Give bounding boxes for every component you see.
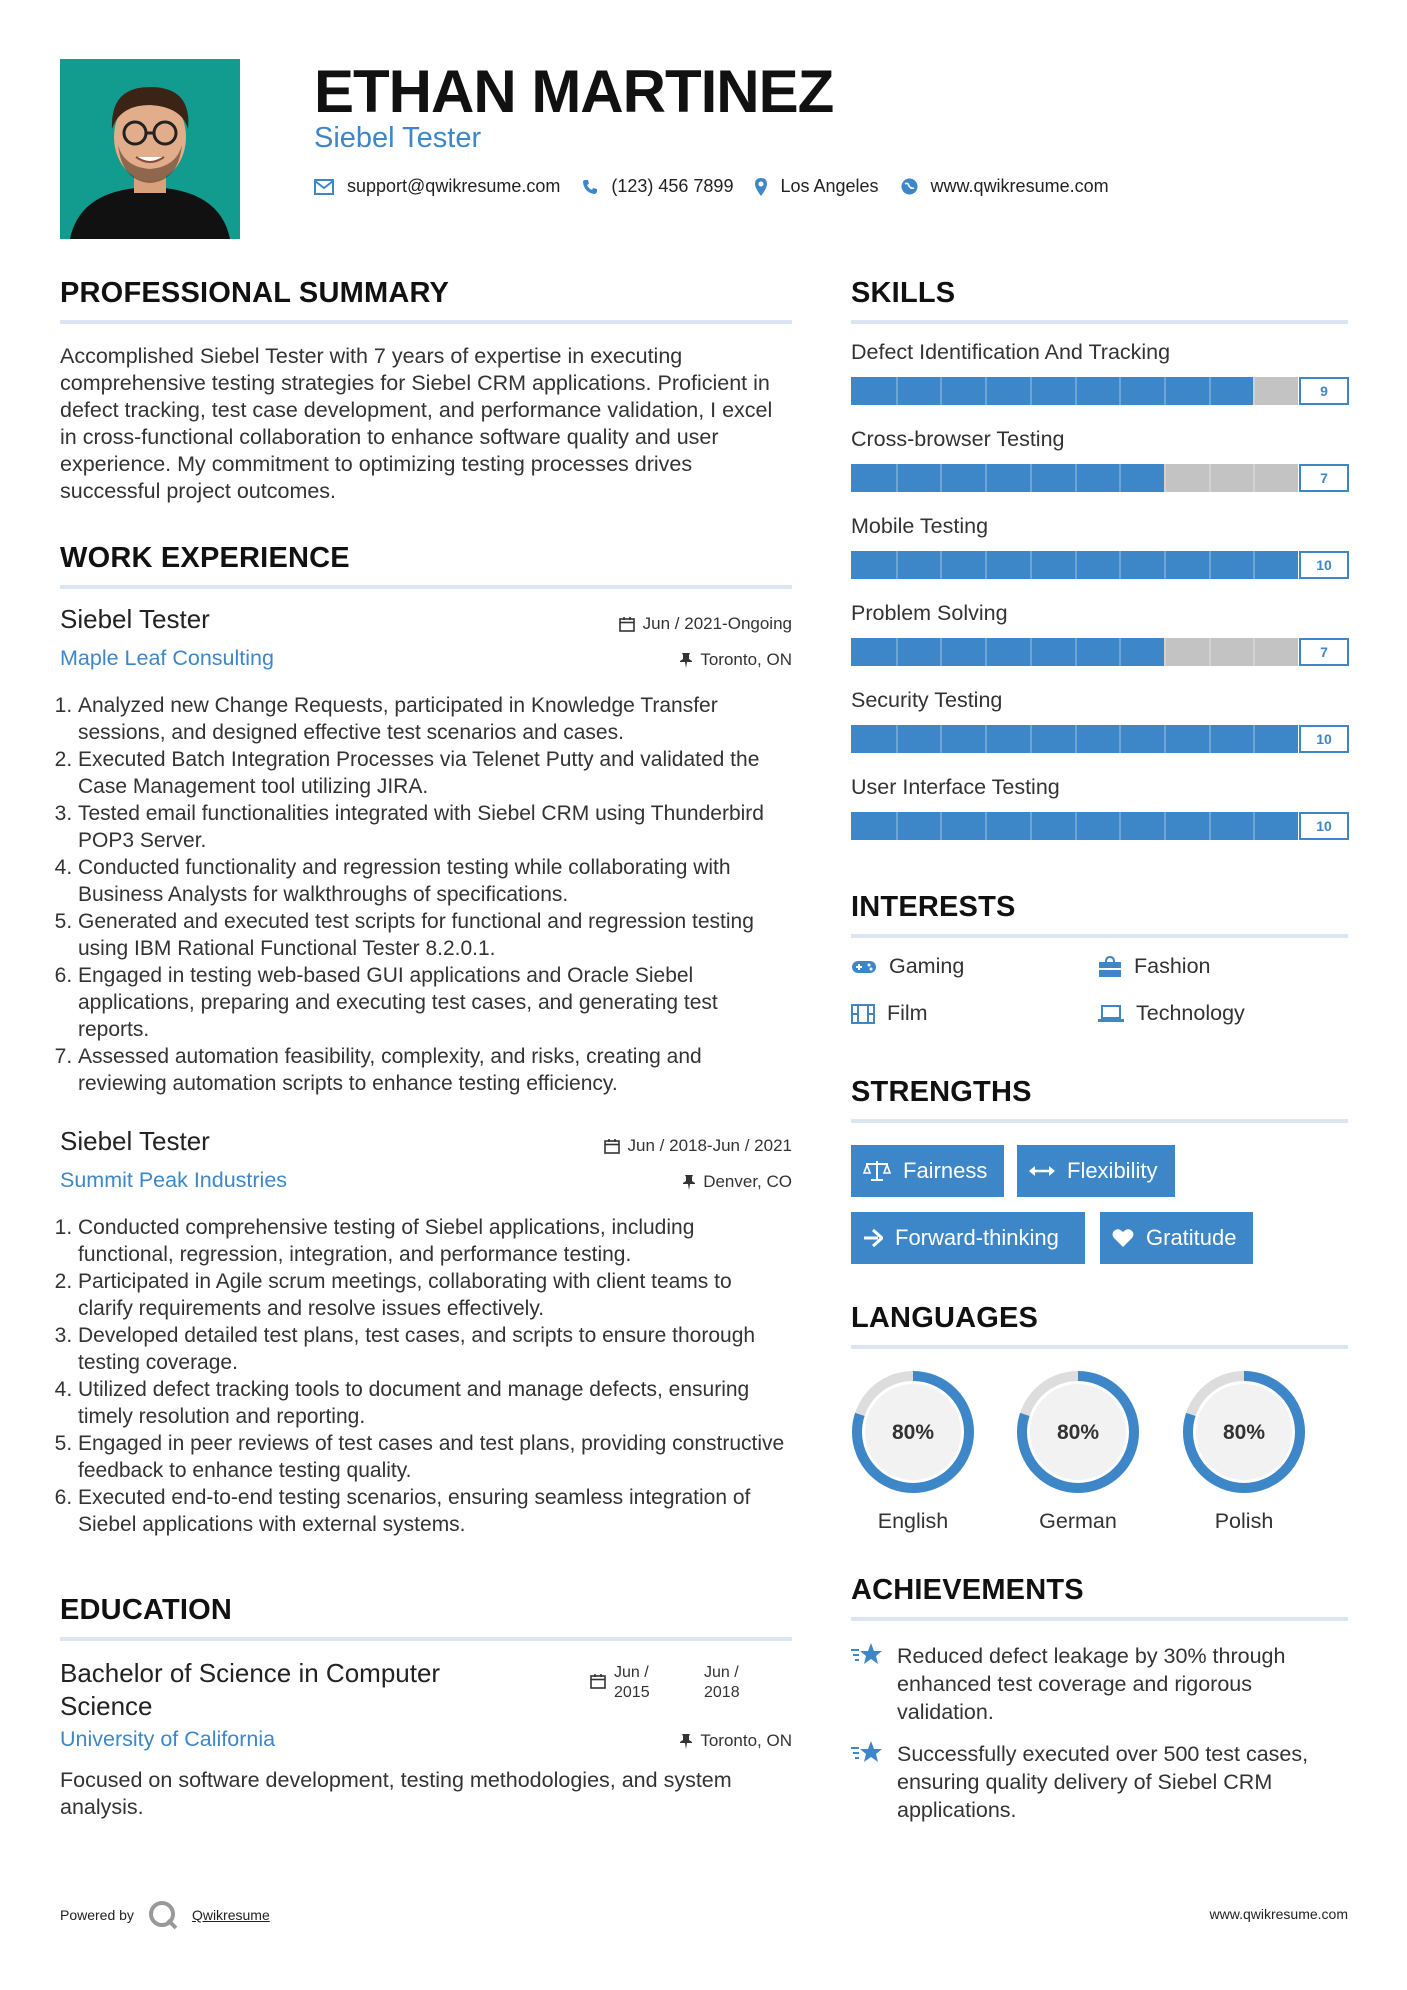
skill-bar <box>851 638 1348 666</box>
list-item: 6. Executed end-to-end testing scenarios, ensuring seamless integration of Siebel applications with external systems. <box>78 1484 792 1538</box>
skill-segment <box>1075 638 1077 666</box>
education-section <box>60 1594 792 1821</box>
candidate-name: ETHAN MARTINEZ <box>314 58 834 125</box>
skill-segment <box>1119 638 1121 666</box>
list-item: 2. Executed Batch Integration Processes via Telenet Putty and validated the Case Management tool utilizing JIRA. <box>78 746 792 800</box>
language-donut <box>851 1370 975 1494</box>
skill-bar <box>851 812 1348 840</box>
skill-segment <box>1253 812 1255 840</box>
skill-segment <box>1119 464 1121 492</box>
language-label: German <box>1039 1509 1117 1533</box>
skill-segment <box>985 812 987 840</box>
education-location-text: Toronto, ON <box>700 1731 792 1750</box>
skill-segment <box>985 377 987 405</box>
strength-label: Forward-thinking <box>895 1225 1059 1250</box>
star-icon <box>851 1740 883 1768</box>
skill-label: Defect Identification And Tracking <box>851 340 1171 364</box>
job-dates <box>604 1136 792 1156</box>
education-end: Jun / 2018 <box>704 1664 740 1701</box>
skills-list <box>851 340 1348 862</box>
skill-segment <box>1075 377 1077 405</box>
job-location <box>683 1172 792 1192</box>
bag-icon <box>1098 956 1122 978</box>
interest-label: Gaming <box>889 954 965 978</box>
skill-segment <box>1030 377 1032 405</box>
languages-title: LANGUAGES <box>851 1302 1039 1334</box>
summary-section <box>60 277 792 505</box>
film-icon <box>851 1004 875 1024</box>
language-donut <box>1182 1370 1306 1494</box>
achievements-section <box>851 1574 1348 1834</box>
skill-segment <box>1253 725 1255 753</box>
job-dates-text: Jun / 2021-Ongoing <box>642 614 792 633</box>
candidate-role: Siebel Tester <box>314 122 482 154</box>
strength-forward-thinking <box>851 1212 1085 1264</box>
interest-label: Film <box>887 1001 928 1025</box>
strength-gratitude <box>1100 1212 1253 1264</box>
strengths-title: STRENGTHS <box>851 1076 1032 1108</box>
job-location <box>680 650 792 670</box>
strength-label: Fairness <box>903 1158 988 1183</box>
skill-segment <box>1164 725 1166 753</box>
scale-icon <box>863 1160 891 1182</box>
job-dates-text: Jun / 2018-Jun / 2021 <box>627 1136 792 1155</box>
pushpin-icon <box>680 1733 692 1749</box>
education-title: EDUCATION <box>60 1594 233 1626</box>
phone-text: (123) 456 7899 <box>611 176 734 196</box>
skill-segment <box>896 377 898 405</box>
skill-segment <box>1030 464 1032 492</box>
skill-segment <box>1209 551 1211 579</box>
skill-item <box>851 427 1348 514</box>
skill-segment <box>1209 377 1211 405</box>
section-divider <box>851 320 1348 324</box>
gamepad-icon <box>851 959 877 975</box>
interest-label: Technology <box>1136 1001 1245 1025</box>
list-item: 4. Conducted functionality and regression testing while collaborating with Business Analysts for walkthroughs of specifications. <box>78 854 792 908</box>
interests-title: INTERESTS <box>851 891 1016 923</box>
education-dates <box>590 1663 764 1703</box>
skill-segment <box>1075 551 1077 579</box>
job-location-text: Toronto, ON <box>700 650 792 669</box>
strength-label: Flexibility <box>1067 1158 1158 1183</box>
skill-fill <box>851 377 1253 405</box>
star-icon <box>851 1642 883 1670</box>
list-item: 6. Engaged in testing web-based GUI applications and Oracle Siebel applications, preparing and executing test cases, and generating test reports. <box>78 962 792 1043</box>
skill-segment <box>1164 551 1166 579</box>
phone-icon <box>582 179 598 195</box>
skill-score: 10 <box>1299 725 1349 753</box>
skill-segment <box>940 377 942 405</box>
skill-segment <box>1030 638 1032 666</box>
skill-track <box>851 725 1298 753</box>
job-dates <box>619 614 792 634</box>
skill-label: Cross-browser Testing <box>851 427 1065 451</box>
skill-segment <box>985 551 987 579</box>
education-description: Focused on software development, testing methodologies, and system analysis. <box>60 1768 732 1819</box>
list-item: 3. Developed detailed test plans, test cases, and scripts to ensure thorough testing coverage. <box>78 1322 792 1376</box>
skill-segment <box>940 551 942 579</box>
skill-item <box>851 340 1348 427</box>
skill-segment <box>940 638 942 666</box>
skill-fill <box>851 464 1164 492</box>
laptop-icon <box>1098 1005 1124 1023</box>
section-divider <box>60 320 792 324</box>
pushpin-icon <box>680 652 692 668</box>
achievement-text: Successfully executed over 500 test cases, ensuring quality delivery of Siebel CRM applications. <box>897 1742 1309 1822</box>
strength-label: Gratitude <box>1146 1225 1237 1250</box>
profile-photo <box>60 59 240 239</box>
footer-url[interactable]: www.qwikresume.com <box>1209 1906 1348 1922</box>
job-entry <box>60 1126 792 1538</box>
skill-track <box>851 377 1298 405</box>
skill-label: Security Testing <box>851 688 1003 712</box>
skills-section <box>851 277 1348 862</box>
section-divider <box>60 1637 792 1641</box>
qwikresume-logo-icon <box>148 1900 178 1930</box>
section-divider <box>851 1345 1348 1349</box>
achievement-item <box>851 1740 1347 1824</box>
skill-score: 10 <box>1299 812 1349 840</box>
powered-by-text: Powered by <box>60 1907 134 1923</box>
achievement-item <box>851 1642 1347 1726</box>
skill-segment <box>896 464 898 492</box>
interest-fashion <box>1098 954 1211 979</box>
calendar-icon <box>619 616 635 632</box>
skill-track <box>851 464 1298 492</box>
skill-segment <box>1209 812 1211 840</box>
achievement-text: Reduced defect leakage by 30% through enhanced test coverage and rigorous validation. <box>897 1644 1286 1724</box>
contact-phone[interactable] <box>582 176 733 197</box>
list-item: 4. Utilized defect tracking tools to document and manage defects, ensuring timely resolution and reporting. <box>78 1376 792 1430</box>
skill-segment <box>985 464 987 492</box>
skill-fill <box>851 638 1164 666</box>
skill-segment <box>1164 464 1166 492</box>
skill-segment <box>1164 377 1166 405</box>
skill-segment <box>1030 725 1032 753</box>
skill-score: 7 <box>1299 638 1349 666</box>
list-item: 2. Participated in Agile scrum meetings, collaborating with client teams to clarify requirements and resolve issues effectively. <box>78 1268 792 1322</box>
language-percent: 80% <box>1056 1421 1100 1444</box>
skill-track <box>851 638 1298 666</box>
globe-icon <box>901 178 918 195</box>
company-name: Maple Leaf Consulting <box>60 646 274 670</box>
calendar-icon <box>590 1673 606 1689</box>
skill-segment <box>1075 812 1077 840</box>
skill-item <box>851 688 1348 775</box>
skill-segment <box>1075 725 1077 753</box>
website-text: www.qwikresume.com <box>930 176 1109 196</box>
skill-item <box>851 601 1348 688</box>
degree-title: Bachelor of Science in Computer Science <box>60 1658 441 1721</box>
skill-segment <box>1164 812 1166 840</box>
skill-score: 7 <box>1299 464 1349 492</box>
contact-website[interactable] <box>901 176 1109 197</box>
section-divider <box>851 1119 1348 1123</box>
skill-bar <box>851 464 1348 492</box>
language-item <box>1182 1370 1306 1534</box>
list-item: 7. Assessed automation feasibility, complexity, and risks, creating and reviewing automation scripts to enhance testing efficiency. <box>78 1043 792 1097</box>
arrows-icon <box>1029 1165 1055 1177</box>
strength-fairness <box>851 1145 1004 1197</box>
footer-powered-by <box>60 1900 270 1930</box>
list-item: 1. Analyzed new Change Requests, participated in Knowledge Transfer sessions, and designed effective test scenarios and cases. <box>78 692 792 746</box>
job-title: Siebel Tester <box>60 1126 210 1156</box>
skill-segment <box>1030 551 1032 579</box>
list-item: 5. Engaged in peer reviews of test cases and test plans, providing constructive feedback to enhance testing quality. <box>78 1430 792 1484</box>
language-label: English <box>877 1509 949 1533</box>
skill-label: Problem Solving <box>851 601 1008 625</box>
skill-track <box>851 812 1298 840</box>
map-pin-icon <box>755 178 767 196</box>
skill-segment <box>985 725 987 753</box>
skill-bar <box>851 551 1348 579</box>
location-text: Los Angeles <box>780 176 879 196</box>
arrow-right-icon <box>863 1229 883 1247</box>
skill-segment <box>896 725 898 753</box>
skill-segment <box>940 725 942 753</box>
skill-bar <box>851 377 1348 405</box>
job-title: Siebel Tester <box>60 604 210 634</box>
contact-email[interactable] <box>314 176 560 197</box>
interests-section <box>851 891 1348 1031</box>
language-item <box>1016 1370 1140 1534</box>
languages-section <box>851 1302 1348 1532</box>
strengths-section <box>851 1076 1348 1266</box>
achievements-title: ACHIEVEMENTS <box>851 1574 1084 1606</box>
skill-segment <box>896 551 898 579</box>
language-label: Polish <box>1214 1509 1274 1533</box>
skill-item <box>851 514 1348 601</box>
skill-segment <box>1119 812 1121 840</box>
company-name: Summit Peak Industries <box>60 1168 288 1192</box>
job-entry <box>60 604 792 1097</box>
skills-title: SKILLS <box>851 277 956 309</box>
skill-segment <box>1119 725 1121 753</box>
skill-track <box>851 551 1298 579</box>
skill-bar <box>851 725 1348 753</box>
skill-segment <box>1119 551 1121 579</box>
contact-bar <box>314 176 1131 197</box>
heart-icon <box>1112 1228 1134 1248</box>
email-text: support@qwikresume.com <box>347 176 561 196</box>
interest-film <box>851 1001 928 1026</box>
skill-segment <box>1209 638 1211 666</box>
skill-segment <box>985 638 987 666</box>
section-divider <box>851 934 1348 938</box>
skill-segment <box>1030 812 1032 840</box>
skill-segment <box>1253 638 1255 666</box>
skill-segment <box>1253 551 1255 579</box>
summary-title: PROFESSIONAL SUMMARY <box>60 277 450 309</box>
list-item: 3. Tested email functionalities integrated with Siebel CRM using Thunderbird POP3 Server. <box>78 800 792 854</box>
list-item: 1. Conducted comprehensive testing of Siebel applications, including functional, regression, integration, and performance testing. <box>78 1214 792 1268</box>
education-start: Jun / 2015 <box>614 1664 650 1701</box>
skill-label: Mobile Testing <box>851 514 989 538</box>
strength-flexibility <box>1017 1145 1175 1197</box>
job-bullets <box>60 692 792 1097</box>
list-item: 5. Generated and executed test scripts for functional and regression testing using IBM Rational Functional Tester 8.2.0.1. <box>78 908 792 962</box>
skill-segment <box>1119 377 1121 405</box>
language-donut <box>1016 1370 1140 1494</box>
experience-title: WORK EXPERIENCE <box>60 542 350 574</box>
experience-section <box>60 542 792 589</box>
pushpin-icon <box>683 1174 695 1190</box>
qwikresume-link[interactable]: Qwikresume <box>191 1907 270 1923</box>
calendar-icon <box>604 1138 620 1154</box>
skill-segment <box>1253 377 1255 405</box>
skill-segment <box>1209 725 1211 753</box>
language-percent: 80% <box>891 1421 935 1444</box>
skill-label: User Interface Testing <box>851 775 1060 799</box>
skill-segment <box>940 464 942 492</box>
envelope-icon <box>314 179 334 195</box>
skill-segment <box>896 638 898 666</box>
interest-technology <box>1098 1001 1245 1026</box>
skill-segment <box>940 812 942 840</box>
skill-segment <box>1253 464 1255 492</box>
summary-text: Accomplished Siebel Tester with 7 years of expertise in executing comprehensive testing strategies for Siebel CRM applications. Proficient in defect tracking, test case development, and performance validation, I excel in cross-functional collaboration to enhance software quality and user experience. My commitment to optimizing testing processes drives successful project outcomes. <box>60 344 773 503</box>
language-item <box>851 1370 975 1534</box>
language-percent: 80% <box>1222 1421 1266 1444</box>
interest-gaming <box>851 954 964 979</box>
job-bullets <box>60 1214 792 1538</box>
section-divider <box>851 1617 1348 1621</box>
skill-item <box>851 775 1348 862</box>
interest-label: Fashion <box>1134 954 1211 978</box>
skill-segment <box>896 812 898 840</box>
section-divider <box>60 585 792 589</box>
education-location <box>680 1731 792 1751</box>
school-name: University of California <box>60 1727 276 1751</box>
skill-segment <box>1209 464 1211 492</box>
skill-segment <box>1075 464 1077 492</box>
job-location-text: Denver, CO <box>703 1172 792 1191</box>
skill-score: 10 <box>1299 551 1349 579</box>
skill-score: 9 <box>1299 377 1349 405</box>
contact-location <box>755 176 878 197</box>
skill-segment <box>1164 638 1166 666</box>
